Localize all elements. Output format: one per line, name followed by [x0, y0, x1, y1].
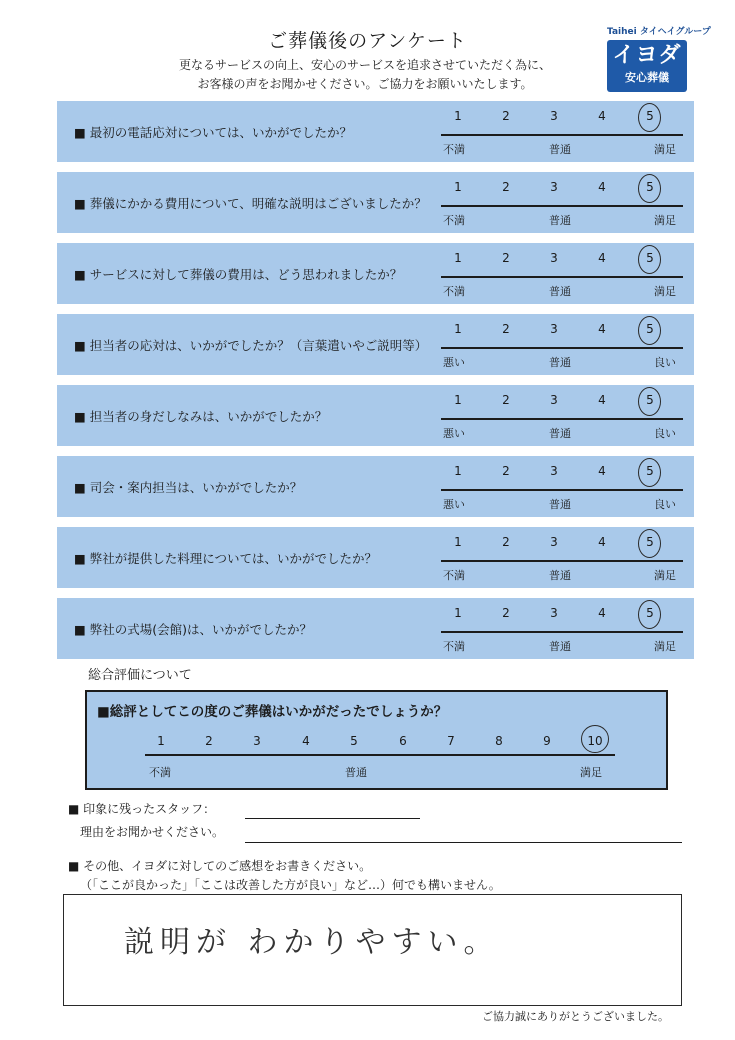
selected-rating-circle	[638, 316, 661, 345]
question-text: ■ 司会・案内担当は、いかがでしたか？	[74, 480, 303, 495]
rating-option-3[interactable]: 3	[550, 251, 558, 265]
handwritten-comment: 説明が わかりやすい。	[124, 925, 500, 960]
rating-option-2[interactable]: 2	[502, 606, 510, 620]
scale-mid-label: 普通	[549, 640, 571, 653]
scale-mid-label: 普通	[549, 143, 571, 156]
question-row	[57, 598, 694, 659]
rating-scale-line	[441, 134, 683, 136]
overall-question: ■総評としてこの度のご葬儀はいかがだったでしょうか？	[97, 704, 448, 720]
scale-mid-label: 普通	[549, 498, 571, 511]
overall-option-3[interactable]: 3	[253, 734, 261, 748]
scale-low-label: 不満	[443, 143, 465, 156]
scale-mid-label: 普通	[549, 214, 571, 227]
overall-low-label: 不満	[149, 766, 171, 779]
rating-option-2[interactable]: 2	[502, 393, 510, 407]
scale-mid-label: 普通	[549, 569, 571, 582]
scale-mid-label: 普通	[549, 356, 571, 369]
reason-answer-line[interactable]	[245, 842, 682, 843]
overall-option-10[interactable]: 10	[587, 734, 603, 748]
question-row	[57, 101, 694, 162]
question-row	[57, 172, 694, 233]
overall-option-5[interactable]: 5	[350, 734, 358, 748]
rating-option-5[interactable]: 5	[646, 464, 654, 478]
selected-rating-circle	[638, 245, 661, 274]
question-text: ■ サービスに対して葬儀の費用は、どう思われましたか？	[74, 267, 403, 282]
rating-option-3[interactable]: 3	[550, 606, 558, 620]
overall-option-8[interactable]: 8	[495, 734, 503, 748]
scale-mid-label: 普通	[549, 285, 571, 298]
overall-option-6[interactable]: 6	[399, 734, 407, 748]
overall-scale-line	[145, 754, 615, 756]
scale-low-label: 悪い	[443, 498, 465, 511]
rating-option-3[interactable]: 3	[550, 322, 558, 336]
question-text: ■ 最初の電話応対については、いかがでしたか？	[74, 125, 353, 140]
scale-low-label: 不満	[443, 214, 465, 227]
selected-rating-circle	[638, 600, 661, 629]
rating-option-1[interactable]: 1	[454, 322, 462, 336]
rating-option-2[interactable]: 2	[502, 464, 510, 478]
scale-high-label: 満足	[654, 569, 676, 582]
rating-option-4[interactable]: 4	[598, 251, 606, 265]
question-text: ■ 葬儀にかかる費用について、明確な説明はございましたか？	[74, 196, 427, 211]
rating-option-3[interactable]: 3	[550, 464, 558, 478]
rating-scale-line	[441, 205, 683, 207]
rating-option-3[interactable]: 3	[550, 535, 558, 549]
scale-low-label: 悪い	[443, 427, 465, 440]
question-text: ■ 弊社が提供した料理については、いかがでしたか？	[74, 551, 378, 566]
rating-option-4[interactable]: 4	[598, 464, 606, 478]
rating-option-4[interactable]: 4	[598, 606, 606, 620]
rating-option-2[interactable]: 2	[502, 535, 510, 549]
rating-option-5[interactable]: 5	[646, 606, 654, 620]
rating-option-2[interactable]: 2	[502, 109, 510, 123]
question-row	[57, 314, 694, 375]
rating-option-2[interactable]: 2	[502, 251, 510, 265]
rating-option-4[interactable]: 4	[598, 535, 606, 549]
rating-option-4[interactable]: 4	[598, 393, 606, 407]
staff-label: ■ 印象に残ったスタッフ：	[68, 802, 216, 816]
rating-option-5[interactable]: 5	[646, 322, 654, 336]
overall-high-label: 満足	[580, 766, 602, 779]
rating-option-1[interactable]: 1	[454, 393, 462, 407]
comment-box[interactable]	[63, 894, 682, 1006]
rating-scale-line	[441, 418, 683, 420]
rating-option-5[interactable]: 5	[646, 393, 654, 407]
rating-option-1[interactable]: 1	[454, 180, 462, 194]
overall-rating-box	[85, 690, 668, 790]
rating-option-1[interactable]: 1	[454, 251, 462, 265]
staff-answer-line[interactable]	[245, 818, 420, 819]
logo-subtitle: 安心葬儀	[625, 71, 669, 84]
page-title: ご葬儀後のアンケート	[268, 30, 467, 52]
overall-section-label: 総合評価について	[88, 668, 192, 683]
question-text: ■ 担当者の応対は、いかがでしたか？（言葉遣いやご説明等）	[74, 338, 428, 353]
question-row	[57, 385, 694, 446]
overall-option-4[interactable]: 4	[302, 734, 310, 748]
rating-option-1[interactable]: 1	[454, 464, 462, 478]
scale-high-label: 良い	[654, 356, 676, 369]
rating-scale-line	[441, 631, 683, 633]
comments-label: ■ その他、イヨダに対してのご感想をお書きください。	[68, 859, 372, 873]
question-row	[57, 243, 694, 304]
question-text: ■ 弊社の式場(会館)は、いかがでしたか？	[74, 622, 313, 637]
rating-option-2[interactable]: 2	[502, 322, 510, 336]
rating-option-3[interactable]: 3	[550, 109, 558, 123]
overall-option-1[interactable]: 1	[157, 734, 165, 748]
company-logo	[607, 40, 687, 92]
question-row	[57, 456, 694, 517]
rating-option-2[interactable]: 2	[502, 180, 510, 194]
scale-low-label: 不満	[443, 569, 465, 582]
scale-high-label: 良い	[654, 427, 676, 440]
overall-mid-label: 普通	[345, 766, 367, 779]
selected-rating-circle	[638, 174, 661, 203]
rating-option-3[interactable]: 3	[550, 393, 558, 407]
rating-option-1[interactable]: 1	[454, 109, 462, 123]
rating-option-5[interactable]: 5	[646, 251, 654, 265]
rating-scale-line	[441, 347, 683, 349]
rating-scale-line	[441, 560, 683, 562]
overall-selected-circle	[581, 725, 609, 753]
intro-text-line-1: 更なるサービスの向上、安心のサービスを追求させていただく為に、	[178, 58, 551, 72]
overall-option-7[interactable]: 7	[447, 734, 455, 748]
comments-hint: （「ここが良かった」「ここは改善した方が良い」など…）何でも構いません。	[80, 878, 501, 892]
scale-high-label: 満足	[654, 143, 676, 156]
group-logo-text: Taihei タイヘイグループ	[607, 27, 711, 37]
rating-option-5[interactable]: 5	[646, 180, 654, 194]
logo-name: イヨダ	[612, 43, 682, 68]
reason-label: 理由をお聞かせください。	[80, 825, 225, 839]
rating-option-4[interactable]: 4	[598, 180, 606, 194]
question-row	[57, 527, 694, 588]
selected-rating-circle	[638, 458, 661, 487]
overall-option-9[interactable]: 9	[543, 734, 551, 748]
selected-rating-circle	[638, 387, 661, 416]
overall-option-2[interactable]: 2	[205, 734, 213, 748]
rating-option-1[interactable]: 1	[454, 535, 462, 549]
thanks-text: ご協力誠にありがとうございました。	[482, 1010, 669, 1023]
rating-option-4[interactable]: 4	[598, 322, 606, 336]
rating-scale-line	[441, 276, 683, 278]
scale-high-label: 良い	[654, 498, 676, 511]
scale-mid-label: 普通	[549, 427, 571, 440]
scale-low-label: 悪い	[443, 356, 465, 369]
rating-option-5[interactable]: 5	[646, 535, 654, 549]
scale-low-label: 不満	[443, 285, 465, 298]
scale-high-label: 満足	[654, 214, 676, 227]
selected-rating-circle	[638, 103, 661, 132]
rating-option-3[interactable]: 3	[550, 180, 558, 194]
selected-rating-circle	[638, 529, 661, 558]
scale-high-label: 満足	[654, 640, 676, 653]
scale-low-label: 不満	[443, 640, 465, 653]
rating-option-5[interactable]: 5	[646, 109, 654, 123]
intro-text-line-2: お客様の声をお聞かせください。ご協力をお願いいたします。	[197, 77, 533, 91]
rating-option-1[interactable]: 1	[454, 606, 462, 620]
question-text: ■ 担当者の身だしなみは、いかがでしたか？	[74, 409, 328, 424]
scale-high-label: 満足	[654, 285, 676, 298]
rating-scale-line	[441, 489, 683, 491]
rating-option-4[interactable]: 4	[598, 109, 606, 123]
